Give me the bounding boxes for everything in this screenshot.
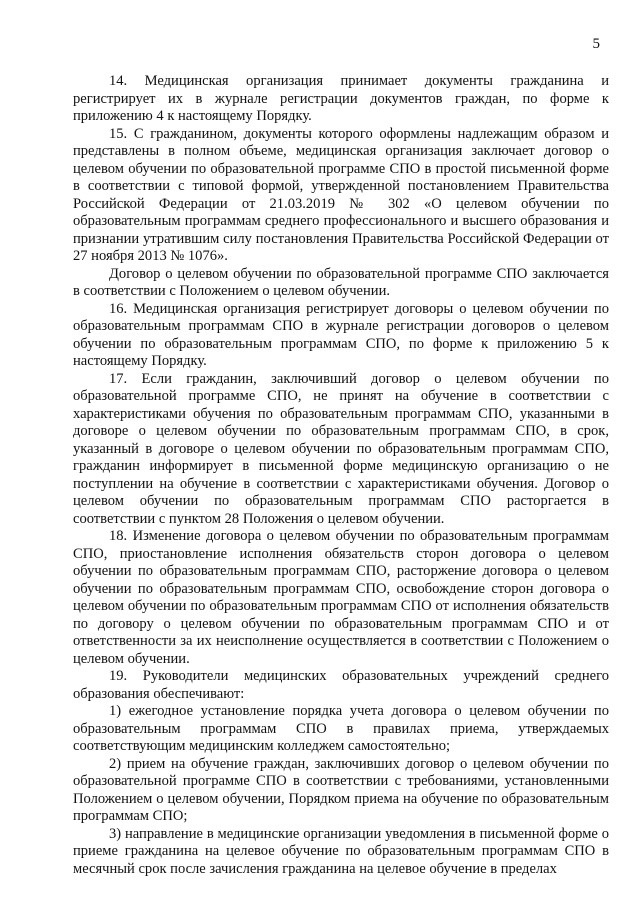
page-number: 5 xyxy=(592,36,600,52)
paragraph-18: 18. Изменение договора о целевом обучении по образовательным программам СПО, приостановление исполнения обязательств сторон договора о целевом обучении по образовательным программам СПО, расторжение договора о целевом обучении по образовательным программам СПО, освобождение сторон договора о целевом обучении по образовательным программам СПО от исполнения обязательств по договору о целевом обучении по образовательным программам СПО и от ответственности за их неисполнение осуществляется в соответствии с Положением о целевом обучении. xyxy=(73,528,609,667)
list-item-3: 3) направление в медицинские организации уведомления в письменной форме о приеме гражданина на целевое обучение по образовательным программам СПО в месячный срок после зачисления гражданина на целевое обучение в пределах xyxy=(73,825,609,877)
paragraph-19: 19. Руководители медицинских образовательных учреждений среднего образования обеспечивают: xyxy=(73,668,609,702)
list-item-1: 1) ежегодное установление порядка учета договора о целевом обучении по образовательным программам СПО в правилах приема, утверждаемых соответствующим медицинским колледжем самостоятельно; xyxy=(73,703,609,754)
paragraph-16: 16. Медицинская организация регистрирует договоры о целевом обучении по образовательным программам СПО в журнале регистрации договоров о целевом обучении по образовательным программам СПО, по форме к приложению 5 к настоящему Порядку. xyxy=(73,300,609,369)
paragraph-contract-note: Договор о целевом обучении по образовательной программе СПО заключается в соответствии с Положением о целевом обучении. xyxy=(73,265,609,299)
paragraph-14: 14. Медицинская организация принимает документы гражданина и регистрирует их в журнале регистрации документов граждан, по форме к приложению 4 к настоящему Порядку. xyxy=(73,73,609,124)
paragraph-17: 17. Если гражданин, заключивший договор о целевом обучении по образовательной программе СПО, не принят на обучение в соответствии с характеристиками обучения по образовательным программам СПО, указанными в договоре о целевом обучении по образовательным программам СПО, в срок, указанный в договоре о целевом обучении по образовательным программам СПО, гражданин информирует в письменной форме медицинскую организацию о не поступлении на обучение в соответствии с характеристиками обучения. Договор о целевом обучении по образовательным программам СПО расторгается в соответствии с пунктом 28 Положения о целевом обучении. xyxy=(73,370,609,527)
paragraph-15: 15. С гражданином, документы которого оформлены надлежащим образом и представлены в полном объеме, медицинская организация заключает договор о целевом обучении по образовательной программе СПО в простой письменной форме в соответствии с типовой формой, утвержденной постановлением Правительства Российской Федерации от 21.03.2019 № 302 «О целевом обучении по образовательным программам среднего профессионального и высшего образования и признании утратившим силу постановления Правительства Российской Федерации от 27 ноября 2013 № 1076». xyxy=(73,125,609,264)
document-body xyxy=(73,73,609,878)
list-item-2: 2) прием на обучение граждан, заключивших договор о целевом обучении по образовательной программе СПО в соответствии с требованиями, установленными Положением о целевом обучении, Порядком приема на обучение по образовательным программам СПО; xyxy=(73,755,609,824)
